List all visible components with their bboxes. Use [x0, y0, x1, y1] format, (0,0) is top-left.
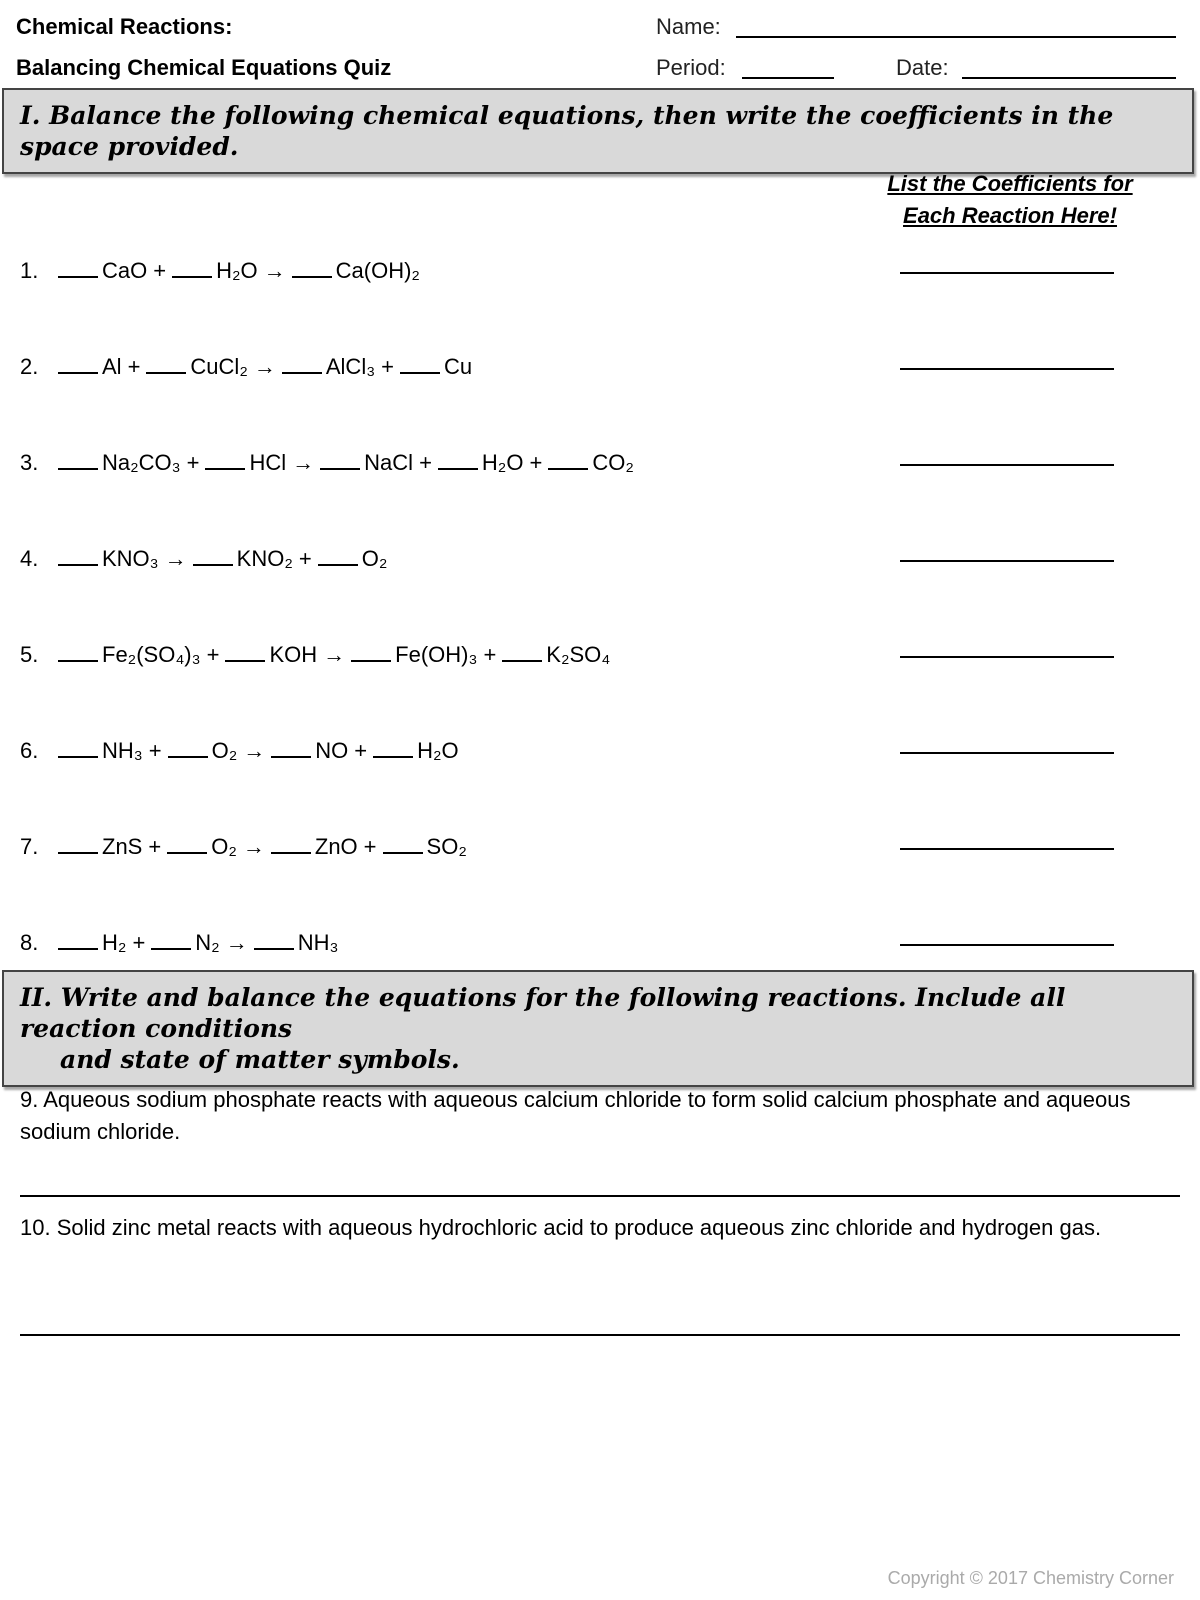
plus-sign: +: [381, 354, 395, 379]
chemical-equation: [58, 258, 420, 284]
chemical-formula: H₂O: [481, 450, 524, 475]
coefficient-blank[interactable]: [58, 354, 98, 374]
question-number: 8.: [20, 930, 39, 955]
chemical-formula: ZnS: [102, 834, 143, 859]
coefficient-heading-line-1: List the Coefficients for: [887, 171, 1133, 196]
question-number: 4.: [20, 546, 39, 571]
section-2-instruction-line-1: II. Write and balance the equations for the following reactions. Include all reaction conditions: [20, 983, 1066, 1043]
period-label: Period:: [656, 55, 726, 80]
plus-sign: +: [298, 546, 312, 571]
coefficient-blank[interactable]: [282, 354, 322, 374]
section-1-instruction: I. Balance the following chemical equations, then write the coefficients in the space provided.: [20, 101, 1114, 161]
worksheet-subtitle: Balancing Chemical Equations Quiz: [16, 55, 392, 80]
plus-sign: +: [483, 642, 497, 667]
section-1-instruction-bar: [2, 88, 1194, 174]
chemical-formula: KNO₃: [102, 546, 159, 571]
coefficient-blank[interactable]: [58, 834, 98, 854]
coefficient-blank[interactable]: [58, 930, 98, 950]
question-number: 7.: [20, 834, 39, 859]
chemical-formula: Cu: [444, 354, 473, 379]
coefficient-blank[interactable]: [58, 546, 98, 566]
question-number: 6.: [20, 738, 39, 763]
coefficient-blank[interactable]: [58, 738, 98, 758]
coefficient-blank[interactable]: [151, 930, 191, 950]
coefficient-blank[interactable]: [168, 738, 208, 758]
chemical-formula: Fe(OH)₃: [395, 642, 478, 667]
chemical-formula: N₂: [195, 930, 220, 955]
question-9-answer-line[interactable]: [20, 1195, 1180, 1197]
coefficient-blank[interactable]: [225, 642, 265, 662]
chemical-formula: H₂: [102, 930, 127, 955]
coefficient-blank[interactable]: [205, 450, 245, 470]
question-number: 1.: [20, 258, 39, 283]
coefficient-blank[interactable]: [438, 450, 478, 470]
chemical-formula: H₂O: [417, 738, 459, 763]
coefficient-blank[interactable]: [400, 354, 440, 374]
chemical-formula: CuCl₂: [190, 354, 248, 379]
plus-sign: +: [148, 834, 162, 859]
chemical-formula: Ca(OH)₂: [335, 258, 420, 283]
chemical-formula: HCl: [249, 450, 287, 475]
plus-sign: +: [363, 834, 377, 859]
chemical-equation: [58, 642, 610, 668]
chemical-equation: [58, 450, 634, 476]
chemical-formula: SO₂: [426, 834, 467, 859]
chemical-formula: NaCl: [364, 450, 414, 475]
coefficient-answer-line[interactable]: [900, 752, 1114, 754]
reaction-arrow-icon: →: [225, 930, 248, 955]
question-5: [20, 634, 880, 674]
coefficient-blank[interactable]: [58, 450, 98, 470]
coefficient-blank[interactable]: [318, 546, 358, 566]
coefficient-blank[interactable]: [58, 258, 98, 278]
coefficient-blank[interactable]: [167, 834, 207, 854]
coefficient-blank[interactable]: [292, 258, 332, 278]
reaction-arrow-icon: →: [243, 738, 266, 763]
chemical-formula: Fe₂(SO₄)₃: [102, 642, 201, 667]
section-2-instruction-line-2: and state of matter symbols.: [60, 1045, 460, 1074]
coefficient-heading-line-2: Each Reaction Here!: [903, 203, 1117, 228]
question-8: [20, 922, 880, 962]
plus-sign: +: [419, 450, 432, 475]
reaction-arrow-icon: →: [292, 450, 315, 475]
plus-sign: +: [127, 354, 141, 379]
question-6: [20, 730, 880, 770]
reaction-arrow-icon: →: [164, 546, 187, 571]
coefficient-blank[interactable]: [548, 450, 588, 470]
chemical-formula: H₂O: [216, 258, 258, 283]
question-10-answer-line[interactable]: [20, 1334, 1180, 1336]
chemical-formula: ZnO: [314, 834, 358, 859]
name-label: Name:: [656, 14, 721, 39]
chemical-formula: K₂SO₄: [546, 642, 611, 667]
coefficient-answer-line[interactable]: [900, 944, 1114, 946]
coefficient-blank[interactable]: [193, 546, 233, 566]
coefficient-answer-line[interactable]: [900, 368, 1114, 370]
worksheet-title: Chemical Reactions:: [16, 14, 233, 39]
coefficient-answer-line[interactable]: [900, 464, 1114, 466]
chemical-formula: NH₃: [297, 930, 339, 955]
date-label: Date:: [896, 55, 949, 80]
coefficient-blank[interactable]: [271, 834, 311, 854]
chemical-equation: [58, 354, 472, 380]
reaction-arrow-icon: →: [242, 834, 265, 859]
plus-sign: +: [206, 642, 220, 667]
question-10-text: 10. Solid zinc metal reacts with aqueous hydrochloric acid to produce aqueous zinc chloride and hydrogen gas.: [20, 1215, 1102, 1240]
question-4: [20, 538, 880, 578]
question-2: [20, 346, 880, 386]
copyright-notice: Copyright © 2017 Chemistry Corner: [887, 1568, 1174, 1588]
coefficient-answer-line[interactable]: [900, 656, 1114, 658]
coefficient-blank[interactable]: [172, 258, 212, 278]
chemical-formula: KOH: [269, 642, 318, 667]
coefficient-blank[interactable]: [58, 642, 98, 662]
period-field-line[interactable]: [742, 77, 834, 79]
coefficient-blank[interactable]: [320, 450, 360, 470]
plus-sign: +: [529, 450, 543, 475]
chemical-formula: O₂: [211, 738, 238, 763]
section-2-instruction-bar: [2, 970, 1194, 1087]
plus-sign: +: [132, 930, 146, 955]
chemical-formula: Al: [102, 354, 122, 379]
chemical-formula: AlCl₃: [325, 354, 376, 379]
question-number: 3.: [20, 450, 39, 475]
chemical-equation: [58, 834, 467, 860]
chemical-formula: Na₂CO₃: [102, 450, 181, 475]
name-field-line[interactable]: [736, 36, 1176, 38]
coefficient-column-heading: [860, 168, 1160, 232]
plus-sign: +: [186, 450, 200, 475]
chemical-formula: NO: [315, 738, 349, 763]
coefficient-blank[interactable]: [271, 738, 311, 758]
chemical-formula: NH₃: [102, 738, 143, 763]
reaction-arrow-icon: →: [253, 354, 276, 379]
question-number: 5.: [20, 642, 39, 667]
question-7: [20, 826, 880, 866]
coefficient-blank[interactable]: [502, 642, 542, 662]
chemical-equation: [58, 738, 459, 764]
chemical-formula: O₂: [211, 834, 237, 859]
coefficient-blank[interactable]: [383, 834, 423, 854]
question-number: 2.: [20, 354, 39, 379]
question-3: [20, 442, 880, 482]
chemical-formula: O₂: [361, 546, 388, 571]
chemical-equation: [58, 546, 387, 572]
chemical-equation: [58, 930, 338, 956]
coefficient-blank[interactable]: [146, 354, 186, 374]
chemical-formula: CaO: [102, 258, 148, 283]
coefficient-blank[interactable]: [373, 738, 413, 758]
plus-sign: +: [354, 738, 368, 763]
coefficient-blank[interactable]: [351, 642, 391, 662]
coefficient-blank[interactable]: [254, 930, 294, 950]
coefficient-answer-line[interactable]: [900, 560, 1114, 562]
plus-sign: +: [153, 258, 167, 283]
date-field-line[interactable]: [962, 77, 1176, 79]
question-1: [20, 250, 880, 290]
coefficient-answer-line[interactable]: [900, 272, 1114, 274]
reaction-arrow-icon: →: [323, 642, 346, 667]
coefficient-answer-line[interactable]: [900, 848, 1114, 850]
plus-sign: +: [148, 738, 162, 763]
chemical-formula: CO₂: [592, 450, 634, 475]
question-9-text: 9. Aqueous sodium phosphate reacts with aqueous calcium chloride to form solid calcium phosphate and aqueous sodium chloride.: [20, 1087, 1131, 1144]
chemical-formula: KNO₂: [236, 546, 293, 571]
reaction-arrow-icon: →: [263, 258, 286, 283]
